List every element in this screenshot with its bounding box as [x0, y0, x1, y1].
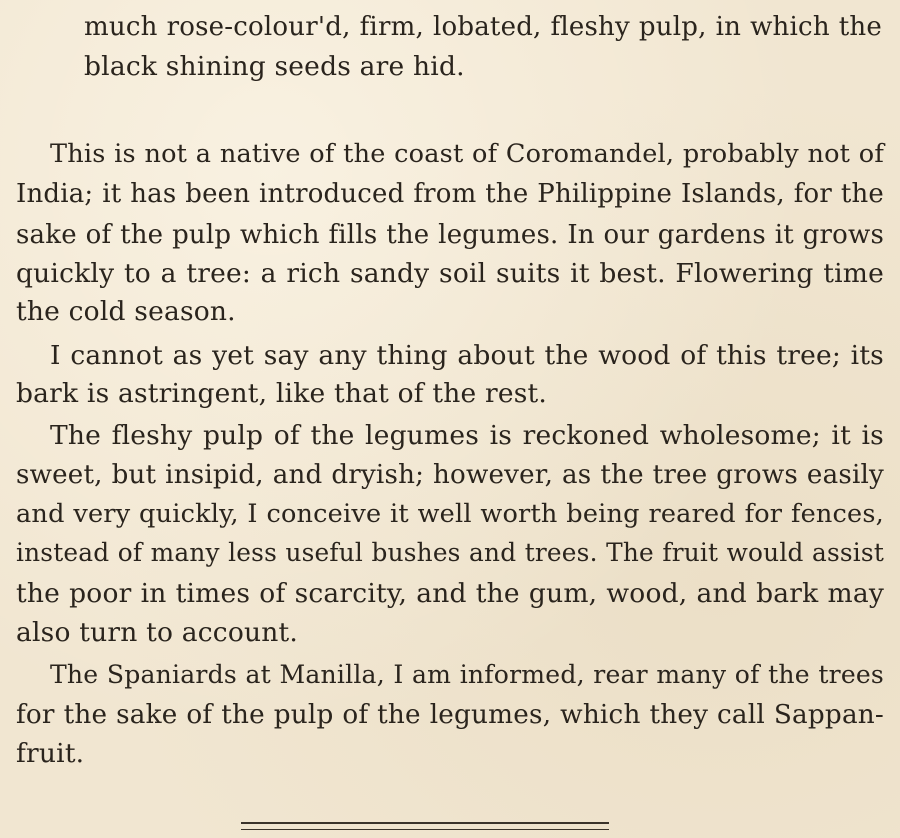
text-line: I cannot as yet say any thing about the wood of this tree; its: [50, 340, 884, 371]
text-line: and very quickly, I conceive it well worth being reared for fences,: [16, 499, 884, 529]
text-line: This is not a native of the coast of Coromandel, probably not of: [50, 139, 884, 169]
text-line: the poor in times of scarcity, and the gum, wood, and bark may: [16, 578, 884, 609]
text-line: India; it has been introduced from the Philippine Islands, for the: [16, 179, 884, 209]
text-line: quickly to a tree: a rich sandy soil suits it best. Flowering time: [16, 258, 884, 289]
text-line: sweet, but insipid, and dryish; however, as the tree grows easily: [16, 460, 884, 490]
text-line: much rose-colour'd, firm, lobated, fleshy pulp, in which the: [84, 12, 882, 42]
text-line: fruit.: [16, 738, 85, 769]
section-divider-rule: [241, 829, 609, 830]
text-line: black shining seeds are hid.: [84, 51, 465, 82]
text-line: The Spaniards at Manilla, I am informed, rear many of the trees: [50, 660, 884, 689]
text-line: bark is astringent, like that of the rest.: [16, 378, 548, 409]
text-line: The fleshy pulp of the legumes is reckoned wholesome; it is: [50, 420, 884, 451]
text-line: sake of the pulp which fills the legumes. In our gardens it grows: [16, 220, 884, 250]
text-line: instead of many less useful bushes and trees. The fruit would assist: [16, 538, 884, 567]
text-line: the cold season.: [16, 296, 236, 327]
text-line: also turn to account.: [16, 617, 298, 648]
section-divider-rule: [241, 822, 609, 824]
text-line: for the sake of the pulp of the legumes, which they call Sappan-: [16, 700, 884, 730]
